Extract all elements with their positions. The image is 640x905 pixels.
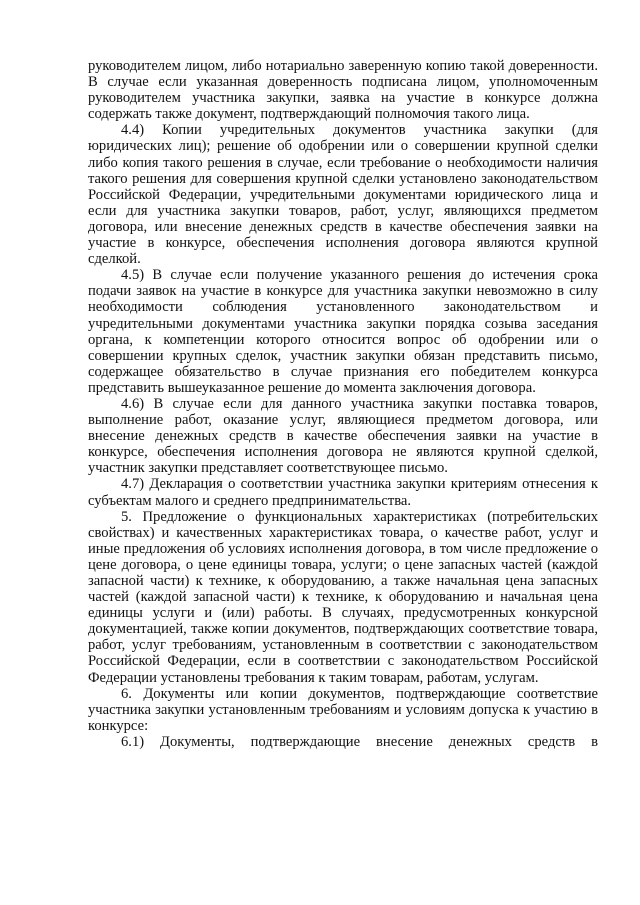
paragraph-5: 5. Предложение о функциональных характеристиках (потребительских свойствах) и качественных характеристиках товара, о качестве работ, услуг и иные предложения об условиях исполнения договора, в том числе предложение о цене договора, о цене единицы товара, услуги; о цене запасных частей (каждой запасной части) к технике, к оборудованию, а также начальная цена запасных частей (каждой запасной части) к технике, к оборудованию и начальная цена единицы услуги и (или) работы. В случаях, предусмотренных конкурсной документацией, также копии документов, подтверждающих соответствие товара, работ, услуг требованиям, установленным в соответствии с законодательством Российской Федерации, если в соответствии с законодательством Российской Федерации установлены требования к таким товарам, работам, услугам. — [88, 508, 598, 686]
paragraph-4-6: 4.6) В случае если для данного участника закупки поставка товаров, выполнение работ, оказание услуг, являющиеся предметом договора, или внесение денежных средств в качестве обеспечения заявки на участие в конкурсе, обеспечения исполнения договора не являются крупной сделкой, участник закупки представляет соответствующее письмо. — [88, 395, 598, 477]
paragraph-6: 6. Документы или копии документов, подтверждающие соответствие участника закупки установленным требованиям и условиям допуска к участию в конкурсе: — [88, 685, 598, 734]
document-page — [88, 58, 598, 750]
paragraph-authority-document: руководителем лицом, либо нотариально заверенную копию такой доверенности. В случае если указанная доверенность подписана лицом, уполномоченным руководителем участника закупки, заявка на участие в конкурсе должна содержать также документ, подтверждающий полномочия такого лица. — [88, 58, 598, 123]
paragraph-4-4: 4.4) Копии учредительных документов участника закупки (для юридических лиц); решение об одобрении или о совершении крупной сделки либо копия такого решения в случае, если требование о необходимости наличия такого решения для совершения крупной сделки установлено законодательством Российской Федерации, учредительными документами юридического лица и если для участника закупки товаров, работ, услуг, являющихся предметом договора, или внесение денежных средств в качестве обеспечения заявки на участие в конкурсе, обеспечения исполнения договора являются крупной сделкой. — [88, 122, 598, 268]
paragraph-4-7: 4.7) Декларация о соответствии участника закупки критериям отнесения к субъектам малого и среднего предпринимательства. — [88, 476, 598, 509]
paragraph-4-5: 4.5) В случае если получение указанного решения до истечения срока подачи заявок на участие в конкурсе для участника закупки невозможно в силу необходимости соблюдения установленного законодательством и учредительными документами участника закупки порядка созыва заседания органа, к компетенции которого относится вопрос об одобрении или о совершении крупных сделок, участник закупки обязан представить письмо, содержащее обязательство в случае признания его победителем конкурса представить вышеуказанное решение до момента заключения договора. — [88, 267, 598, 396]
paragraph-6-1: 6.1) Документы, подтверждающие внесение денежных средств в — [121, 733, 598, 750]
